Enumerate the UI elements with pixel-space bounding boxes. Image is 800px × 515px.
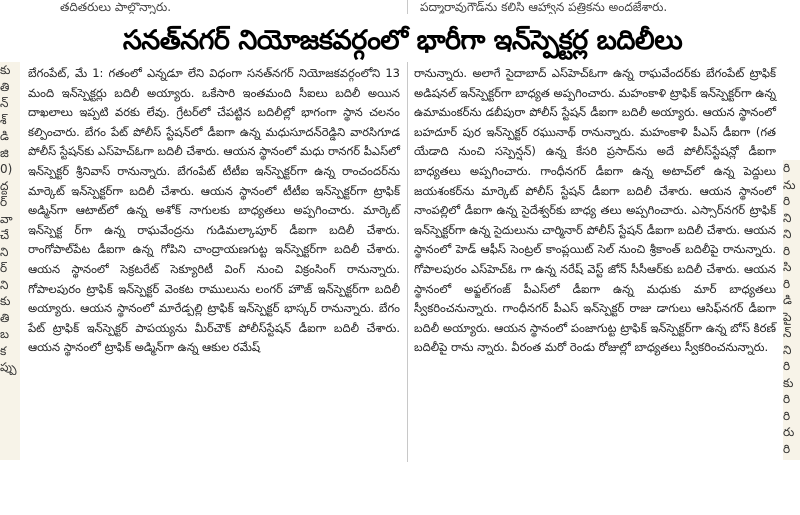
adjacent-column-fragment: ద్ద: [0, 178, 9, 193]
adjacent-column-left: [0, 62, 20, 460]
adjacent-column-fragment: ను: [783, 177, 796, 192]
adjacent-column-fragment: చే: [0, 228, 10, 242]
adjacent-column-fragment: తి: [0, 310, 10, 325]
adjacent-column-fragment: కు: [783, 375, 794, 390]
adjacent-column-fragment: డి: [0, 129, 9, 143]
adjacent-column-fragment: రి: [783, 359, 791, 373]
adjacent-column-fragment: న్: [0, 96, 9, 110]
adjacent-column-fragment: రి: [783, 243, 791, 258]
adjacent-column-fragment: ర్: [0, 261, 8, 275]
adjacent-column-right: [783, 160, 800, 460]
adjacent-column-fragment: ర్: [0, 195, 8, 209]
column-divider: [407, 62, 408, 462]
adjacent-column-fragment: 0): [0, 162, 13, 176]
adjacent-column-fragment: రి: [783, 194, 791, 208]
article-headline: సనత్‌నగర్ నియోజకవర్గంలో భారీగా ఇన్‌స్పెక్టర్ల బదిలీలు: [122, 25, 683, 56]
adjacent-column-fragment: శ్: [0, 112, 7, 127]
adjacent-column-fragment: రి: [783, 392, 791, 406]
article-column-1-text: బేగంపేట్, మే 1: గతంలో ఎన్నడూ లేని విధంగా సనత్‌నగర్ నియోజకవర్గంలోని 13 మంది ఇన్‌స్పెక్టర్లు బదిలీ అయ్యారు. ఒకేసారి ఇంతమంది సీఐలు బదిలీ అయిన దాఖలాలు ఇప్పటి వరకు లేవు. గ్రేటర్‌లో చేపట్టిన బదిలీల్లో భాగంగా స్థాన చలనం కల్పించారు. బేగం పేట్ పోలీస్ స్టేషన్‌లో డీఐగా ఉన్న మధుసూదన్‌రెడ్డిని వారసిగూడ పోలీస్ స్టేషన్‌కు ఎస్‌హెచ్‌ఓగా బదిలీ చేశారు. ఆయన స్థానంలో మధు రానగర్ పీఎస్‌లో ఇన్‌స్పెక్టర్ శ్రీనివాస్ రానున్నారు. బేగంపేట్ టీటీఐ ఇన్‌స్పెక్టర్‌గా ఉన్న రాంచందర్‌ను మార్కెట్ ఇన్‌స్పెక్టర్‌గా బదిలీ చేశారు. ఆయన స్థానంలో టీటీఐ ఇన్‌స్పెక్టర్‌గా ట్రాఫిక్ అడ్మిన్‌గా ఆటాట్‌లో ఉన్న అశోక్ నాగులకు బాధ్యతలు అప్పగించారు. మార్కెట్ ఇన్‌స్పెక్ట ర్‌గా ఉన్న రాఘవేంద్రను గుడిమల్కాపూర్ డీఐగా బదిలీ చేశారు. రాంగోపాల్‌పేట డీఐగా ఉన్న గోపిని చాంద్రాయణగుట్ట ఇన్‌స్పెక్టర్‌గా బదిలీ చేశారు. ఆయన స్థానంలో సెక్రటరేట్ సెక్యూరిటీ వింగ్ నుంచి విక్రంసింగ్ రానున్నారు. గోపాలపురం ట్రాఫిక్ ఇన్‌స్పెక్టర్ వెంకట రాములును లంగర్ హౌజ్ ఇన్‌స్పెక్టర్‌గా బదిలీ అయ్యారు. ఆయన స్థానంలో మారేడ్పల్లి ట్రాఫిక్ ఇన్‌స్పెక్టర్ భాస్కర్ రానున్నారు. బేగం పేట్ ట్రాఫిక్ ఇన్‌స్పెక్టర్ పాపయ్యను మీర్‌చౌక్ పోలీస్‌స్టేషన్ డీఐగా బదిలీ చేశారు. ఆయన స్థానంలో ట్రాఫిక్ అడ్మిన్‌గా ఉన్న ఆకుల రమేష్: [28, 66, 400, 355]
adjacent-column-fragment: డి: [783, 293, 792, 307]
adjacent-column-fragment: ని: [0, 277, 9, 292]
adjacent-column-fragment: రి: [783, 441, 791, 456]
adjacent-column-fragment: ప్పు: [0, 360, 17, 374]
page-bottom-margin: [0, 462, 800, 515]
adjacent-column-fragment: బ: [0, 327, 10, 341]
article-column-2: [414, 64, 776, 358]
adjacent-column-fragment: క: [0, 343, 7, 358]
adjacent-column-fragment: ని: [0, 244, 9, 259]
adjacent-column-fragment: రి: [783, 161, 791, 175]
top-strip-right: పద్మారావుగౌడ్‌ను కలిసి ఆహ్వాన పత్రికను అందజేశారు.: [420, 0, 668, 14]
adjacent-column-fragment: తి: [0, 79, 10, 94]
adjacent-column-fragment: వా: [0, 211, 13, 226]
article-column-1: [28, 64, 400, 358]
adjacent-column-fragment: రి: [783, 408, 791, 423]
adjacent-column-fragment: రు: [783, 425, 795, 439]
adjacent-column-fragment: ని: [783, 227, 792, 241]
adjacent-column-fragment: రి: [783, 276, 791, 291]
adjacent-column-fragment: పై: [783, 309, 792, 324]
adjacent-column-fragment: ని: [783, 342, 792, 357]
adjacent-column-fragment: కు: [0, 294, 11, 308]
article-column-2-text: రానున్నారు. అలాగే సైదాబాద్ ఎస్‌హెచ్‌ఓగా ఉన్న రాఘవేందర్‌కు బేగంపేట్ ట్రాఫిక్ అడిషనల్ ఇన్‌స్పెక్టర్‌గా బాధ్యత అప్పగించారు. మహంకాళి ట్రాఫిక్ ఇన్‌స్పెక్టర్‌గా ఉన్న ఉమామంకర్‌ను డబీపురా పోలీస్ స్టేషన్ డీఐగా బదిలీ అయ్యారు. ఆయన స్థానంలో బహదూర్ పుర ఇన్‌స్పెక్టర్ రఘునాథ్ రానున్నారు. మహంకాళి పీఎస్ డీఐగా (గత యేడాది నుంచి సస్పెన్షన్) ఉన్న కేసరి ప్రసాద్‌ను అదే పోలీస్‌స్టేషన్లో డీఐగా బాధ్యతలు అప్పగించారు. గాంధీనగర్ డీఐగా ఉన్న అటాచ్‌లో ఉన్న పెద్దులు జయశంకర్‌ను మార్కెట్ పోలీస్ స్టేషన్ డీఐగా బదిలీ చేశారు. ఆయన స్థానంలో నాంపల్లిలో డీఐగా ఉన్న సైదేశ్వర్‌కు బాధ్య తలు అప్పగించారు. ఎస్సార్‌నగర్ ట్రాఫిక్ ఇన్‌స్పెక్టర్‌గా ఉన్న సైదులును చార్మినార్ పోలీస్ స్టేషన్ డీఐగా బదిలీ చేశారు. ఆయన స్థానంలో హెడ్ ఆఫీస్ సెంట్రల్ కాంప్లయిట్ సెల్ నుంచి శ్రీకాంత్ బదిలీపై రానున్నారు. గోపాలపురం ఎస్‌హెచ్‌ఓ గా ఉన్న నరేష్ వెస్ట్ జోన్ సీసీఆర్‌కు బదిలీ చేశారు. ఆయన స్థానంలో అఫ్జల్‌గంజ్ పీఎస్‌లో డీఐగా ఉన్న మధుకు మార్ బాధ్యతలు స్వీకరించనున్నారు. గాంధీనగర్ పీఎస్ ఇన్‌స్పెక్టర్ రాజు డాగులు ఆసిఫ్‌నగర్ డీఐగా బదిలీ అయ్యారు. ఆయన స్థానంలో పంజాగుట్ట ట్రాఫిక్ ఇన్‌స్పెక్టర్‌గా ఉన్న బోస్ కిరణ్ బదిలీపై రాను న్నారు. వీరంత మరో రెండు రోజుల్లో బాధ్యతలు స్వీకరించనున్నారు.: [414, 66, 776, 355]
adjacent-column-fragment: జి: [0, 145, 9, 160]
top-strip-left: తదితరులు పాల్గొన్నారు.: [60, 0, 172, 14]
adjacent-column-fragment: కు: [0, 63, 11, 77]
adjacent-column-fragment: ని: [783, 210, 792, 225]
adjacent-column-fragment: న్: [783, 326, 792, 340]
adjacent-column-fragment: సి: [783, 260, 792, 274]
column-divider-top: [407, 0, 408, 14]
